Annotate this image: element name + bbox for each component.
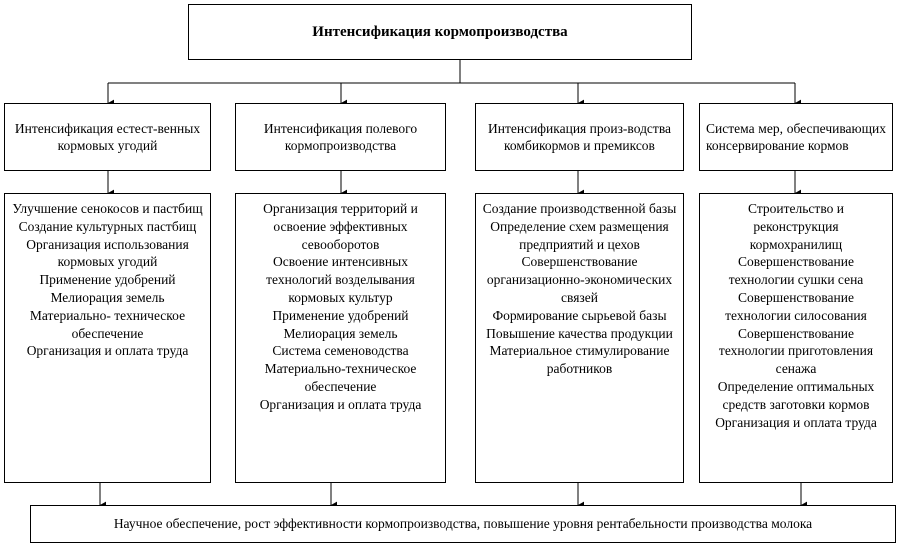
footer-outcome: Научное обеспечение, рост эффективности кормопроизводства, повышение уровня рентабельности производства молока: [30, 505, 896, 543]
list-item: Система семеноводства: [272, 343, 409, 359]
list-item: Совершенствование технологии приготовления сенажа: [718, 325, 874, 377]
diagram-title: Интенсификация кормопроизводства: [188, 4, 692, 60]
list-item: Организация территорий и освоение эффективных севооборотов: [263, 201, 418, 252]
list-item: Определение оптимальных средств заготовки кормов: [717, 378, 875, 412]
list-item: Материально-техническое обеспечение: [264, 361, 417, 394]
list-item: Мелиорация земель: [283, 325, 398, 341]
list-item: Повышение качества продукции: [486, 325, 673, 341]
body-natural-lands: [4, 193, 211, 483]
heading-feed-preservation: Система мер, обеспечивающих консервирование кормов: [699, 103, 893, 171]
list-item: Организация использования кормовых угодий: [26, 236, 189, 270]
list-item: Создание производственной базы: [482, 201, 677, 216]
heading-natural-lands: Интенсификация естест-венных кормовых угодий: [4, 103, 211, 171]
list-item: Применение удобрений: [272, 307, 409, 323]
list-item: Создание культурных пастбищ: [18, 218, 197, 234]
heading-field-production: Интенсификация полевого кормопроизводства: [235, 103, 446, 171]
list-item: Совершенствование технологии сушки сена: [728, 254, 864, 288]
heading-compound-feed: Интенсификация произ-водства комбикормов и премиксов: [475, 103, 684, 171]
list-item: Материально- техническое обеспечение: [29, 307, 186, 341]
list-item: Организация и оплата труда: [715, 414, 877, 430]
body-compound-feed: [475, 193, 684, 483]
list-item: Освоение интенсивных технологий возделывания кормовых культур: [266, 254, 415, 305]
list-item: Применение удобрений: [39, 272, 176, 288]
body-feed-preservation: [699, 193, 893, 483]
list-item: Мелиорация земель: [50, 289, 165, 305]
list-item: Совершенствование организационно-экономических связей: [486, 254, 673, 305]
list-item: Формирование сырьевой базы: [492, 307, 667, 323]
list-item: Улучшение сенокосов и пастбищ: [12, 201, 203, 216]
body-field-production: [235, 193, 446, 483]
list-item: Совершенствование технологии силосования: [725, 289, 867, 323]
list-item: Строительство и реконструкция кормохранилищ: [748, 201, 844, 252]
list-item: Определение схем размещения предприятий и цехов: [490, 218, 669, 252]
list-item: Организация и оплата труда: [26, 343, 189, 359]
list-item: Организация и оплата труда: [259, 396, 422, 412]
list-item: Материальное стимулирование работников: [489, 343, 670, 377]
